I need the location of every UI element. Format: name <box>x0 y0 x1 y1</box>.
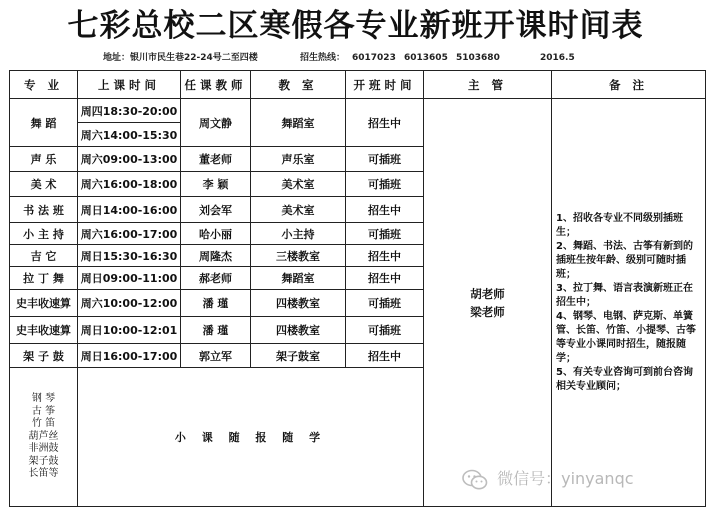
watermark <box>462 465 702 493</box>
header-teacher: 任课教师 <box>181 71 251 99</box>
time-cell: 周四18:30-20:00 <box>78 99 181 123</box>
room-cell: 美术室 <box>251 172 346 197</box>
teacher-cell: 郝老师 <box>181 267 251 290</box>
time-cell: 周日16:00-17:00 <box>78 344 181 368</box>
room-cell: 舞蹈室 <box>251 99 346 147</box>
manager-name: 梁老师 <box>470 304 505 319</box>
room-cell: 小主持 <box>251 223 346 245</box>
header-time: 上课时间 <box>78 71 181 99</box>
page-title: 七彩总校二区寒假各专业新班开课时间表 <box>67 8 644 44</box>
phone-3: 5103680 <box>456 53 500 63</box>
status-cell: 招生中 <box>346 197 424 223</box>
small-course-note: 小 课 随 报 随 学 <box>78 368 424 507</box>
teacher-cell: 哈小丽 <box>181 223 251 245</box>
remark-item: 1、招收各专业不同级别插班生； <box>556 212 683 238</box>
room-cell: 声乐室 <box>251 147 346 172</box>
teacher-cell: 周文静 <box>181 99 251 147</box>
remark-item: 2、舞蹈、书法、古筝有新到的插班生按年龄、级别可随时插班； <box>556 240 693 280</box>
small-course-item: 长笛等 <box>28 468 59 480</box>
status-cell: 可插班 <box>346 147 424 172</box>
major-cell: 吉 它 <box>10 245 78 267</box>
major-cell: 美 术 <box>10 172 78 197</box>
manager-cell <box>424 99 552 507</box>
room-cell: 美术室 <box>251 197 346 223</box>
room-cell: 舞蹈室 <box>251 267 346 290</box>
hotline-label: 招生热线： <box>300 53 346 63</box>
status-cell: 招生中 <box>346 344 424 368</box>
teacher-cell: 李 颖 <box>181 172 251 197</box>
time-cell: 周六14:00-15:30 <box>78 123 181 147</box>
major-cell: 声 乐 <box>10 147 78 172</box>
time-cell: 周日10:00-12:01 <box>78 317 181 344</box>
table-row <box>10 99 706 123</box>
room-cell: 三楼教室 <box>251 245 346 267</box>
teacher-cell: 潘 瑾 <box>181 290 251 317</box>
small-course-item: 竹 笛 <box>31 418 56 430</box>
time-cell: 周日15:30-16:30 <box>78 245 181 267</box>
time-cell: 周六09:00-13:00 <box>78 147 181 172</box>
small-course-item: 葫芦丝 <box>28 430 59 442</box>
header-manager: 主 管 <box>424 71 552 99</box>
time-cell: 周六16:00-17:00 <box>78 223 181 245</box>
phone-2: 6013605 <box>404 53 448 63</box>
major-cell: 拉 丁 舞 <box>10 267 78 290</box>
room-cell: 四楼教室 <box>251 290 346 317</box>
header-start: 开班时间 <box>346 71 424 99</box>
status-cell: 招生中 <box>346 267 424 290</box>
room-cell: 架子鼓室 <box>251 344 346 368</box>
header-major: 专 业 <box>10 71 78 99</box>
remark-item: 5、有关专业咨询可到前台咨询相关专业顾问； <box>556 366 693 392</box>
teacher-cell: 潘 瑾 <box>181 317 251 344</box>
major-cell: 史丰收速算 <box>10 317 78 344</box>
room-cell: 四楼教室 <box>251 317 346 344</box>
time-cell: 周日14:00-16:00 <box>78 197 181 223</box>
status-cell: 招生中 <box>346 99 424 147</box>
teacher-cell: 刘会军 <box>181 197 251 223</box>
address: 地址：银川市民生巷22-24号二至四楼 <box>103 53 258 63</box>
major-cell: 书 法 班 <box>10 197 78 223</box>
status-cell: 可插班 <box>346 317 424 344</box>
time-cell: 周日09:00-11:00 <box>78 267 181 290</box>
major-cell: 舞 蹈 <box>10 99 78 147</box>
remark-item: 4、钢琴、电钢、萨克斯、单簧管、长笛、竹笛、小提琴、古筝等专业小课同时招生，随报随学； <box>556 310 696 364</box>
manager-name: 胡老师 <box>470 286 505 301</box>
status-cell: 可插班 <box>346 172 424 197</box>
teacher-cell: 董老师 <box>181 147 251 172</box>
small-course-item: 钢 琴 <box>31 393 56 405</box>
status-cell: 可插班 <box>346 223 424 245</box>
status-cell: 招生中 <box>346 245 424 267</box>
major-cell: 架 子 鼓 <box>10 344 78 368</box>
date: 2016.5 <box>540 53 575 63</box>
small-course-item: 非洲鼓 <box>28 443 59 455</box>
remarks-cell <box>552 99 706 507</box>
status-cell: 可插班 <box>346 290 424 317</box>
time-cell: 周六10:00-12:00 <box>78 290 181 317</box>
watermark-text: 微信号：yinyanqc <box>497 469 634 488</box>
teacher-cell: 周隆杰 <box>181 245 251 267</box>
header-row <box>10 71 706 99</box>
header-remarks: 备 注 <box>552 71 706 99</box>
major-cell: 史丰收速算 <box>10 290 78 317</box>
small-course-list <box>10 368 78 507</box>
small-course-item: 架子鼓 <box>28 455 59 467</box>
small-course-item: 古 筝 <box>31 405 56 417</box>
phone-1: 6017023 <box>352 53 396 63</box>
info-line <box>0 50 711 66</box>
teacher-cell: 郭立军 <box>181 344 251 368</box>
remark-item: 3、拉丁舞、语言表演新班正在招生中； <box>556 282 693 308</box>
schedule-table <box>9 70 706 507</box>
time-cell: 周六16:00-18:00 <box>78 172 181 197</box>
header-room: 教 室 <box>251 71 346 99</box>
wechat-icon <box>462 469 488 491</box>
major-cell: 小 主 持 <box>10 223 78 245</box>
